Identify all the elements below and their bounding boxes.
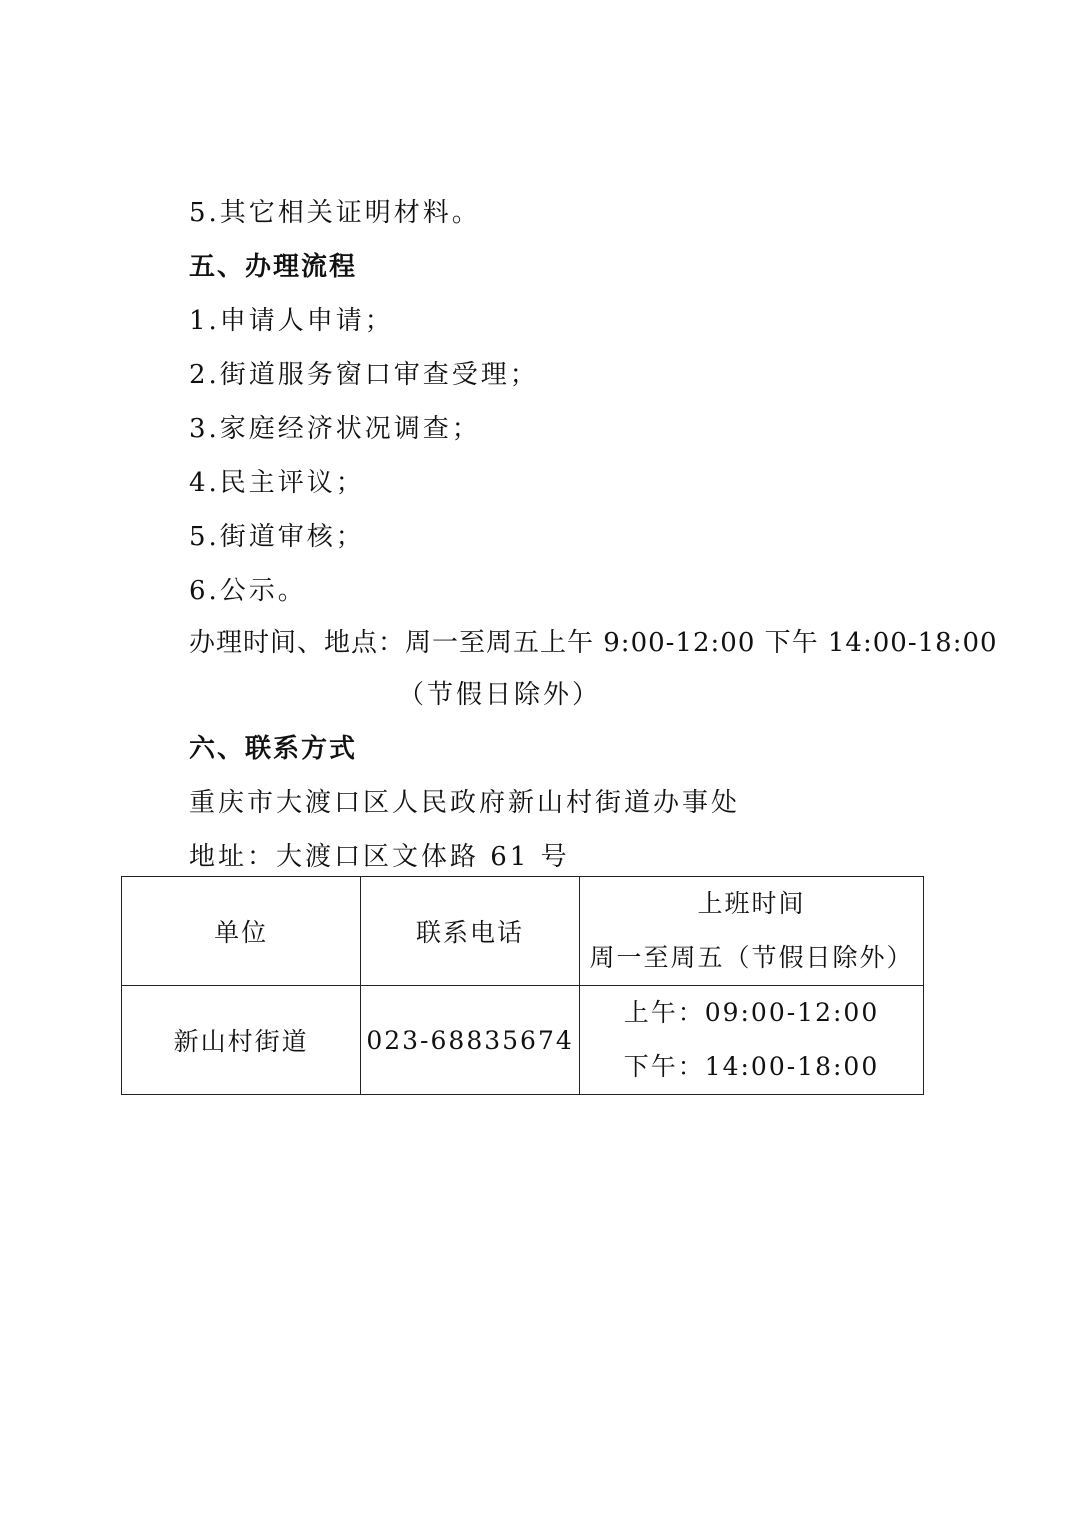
process-step-1: 1.申请人申请； (189, 306, 394, 336)
header-hours-sub: 周一至周五（节假日除外） (589, 943, 914, 972)
cell-unit: 新山村街道 (122, 986, 361, 1095)
office-hours-line: 办理时间、地点：周一至周五上午 9:00-12:00 下午 14:00-18:00 (189, 628, 998, 658)
process-step-5: 5.街道审核； (189, 522, 365, 552)
section-heading-contact: 六、联系方式 (189, 734, 358, 764)
material-item-5: 5.其它相关证明材料。 (189, 198, 481, 228)
header-hours (579, 877, 923, 986)
process-step-2: 2.街道服务窗口审查受理； (189, 360, 539, 390)
section-heading-process: 五、办理流程 (189, 252, 358, 282)
address-line: 地址：大渡口区文体路 61 号 (189, 842, 570, 872)
cell-hours (579, 986, 923, 1095)
header-unit: 单位 (122, 877, 361, 986)
cell-phone: 023-68835674 (361, 986, 580, 1095)
organization-name: 重庆市大渡口区人民政府新山村街道办事处 (189, 788, 741, 818)
cell-hours-am: 上午：09:00-12:00 (623, 998, 880, 1027)
process-step-4: 4.民主评议； (189, 468, 365, 498)
table-row (122, 986, 924, 1095)
process-step-6: 6.公示。 (189, 576, 307, 606)
table-header-row (122, 877, 924, 986)
process-step-3: 3.家庭经济状况调查； (189, 414, 481, 444)
office-hours-note: （节假日除外） (398, 680, 602, 710)
header-hours-title: 上班时间 (697, 889, 806, 918)
contact-table (121, 876, 924, 1095)
cell-hours-pm: 下午：14:00-18:00 (623, 1052, 880, 1081)
header-phone: 联系电话 (361, 877, 580, 986)
